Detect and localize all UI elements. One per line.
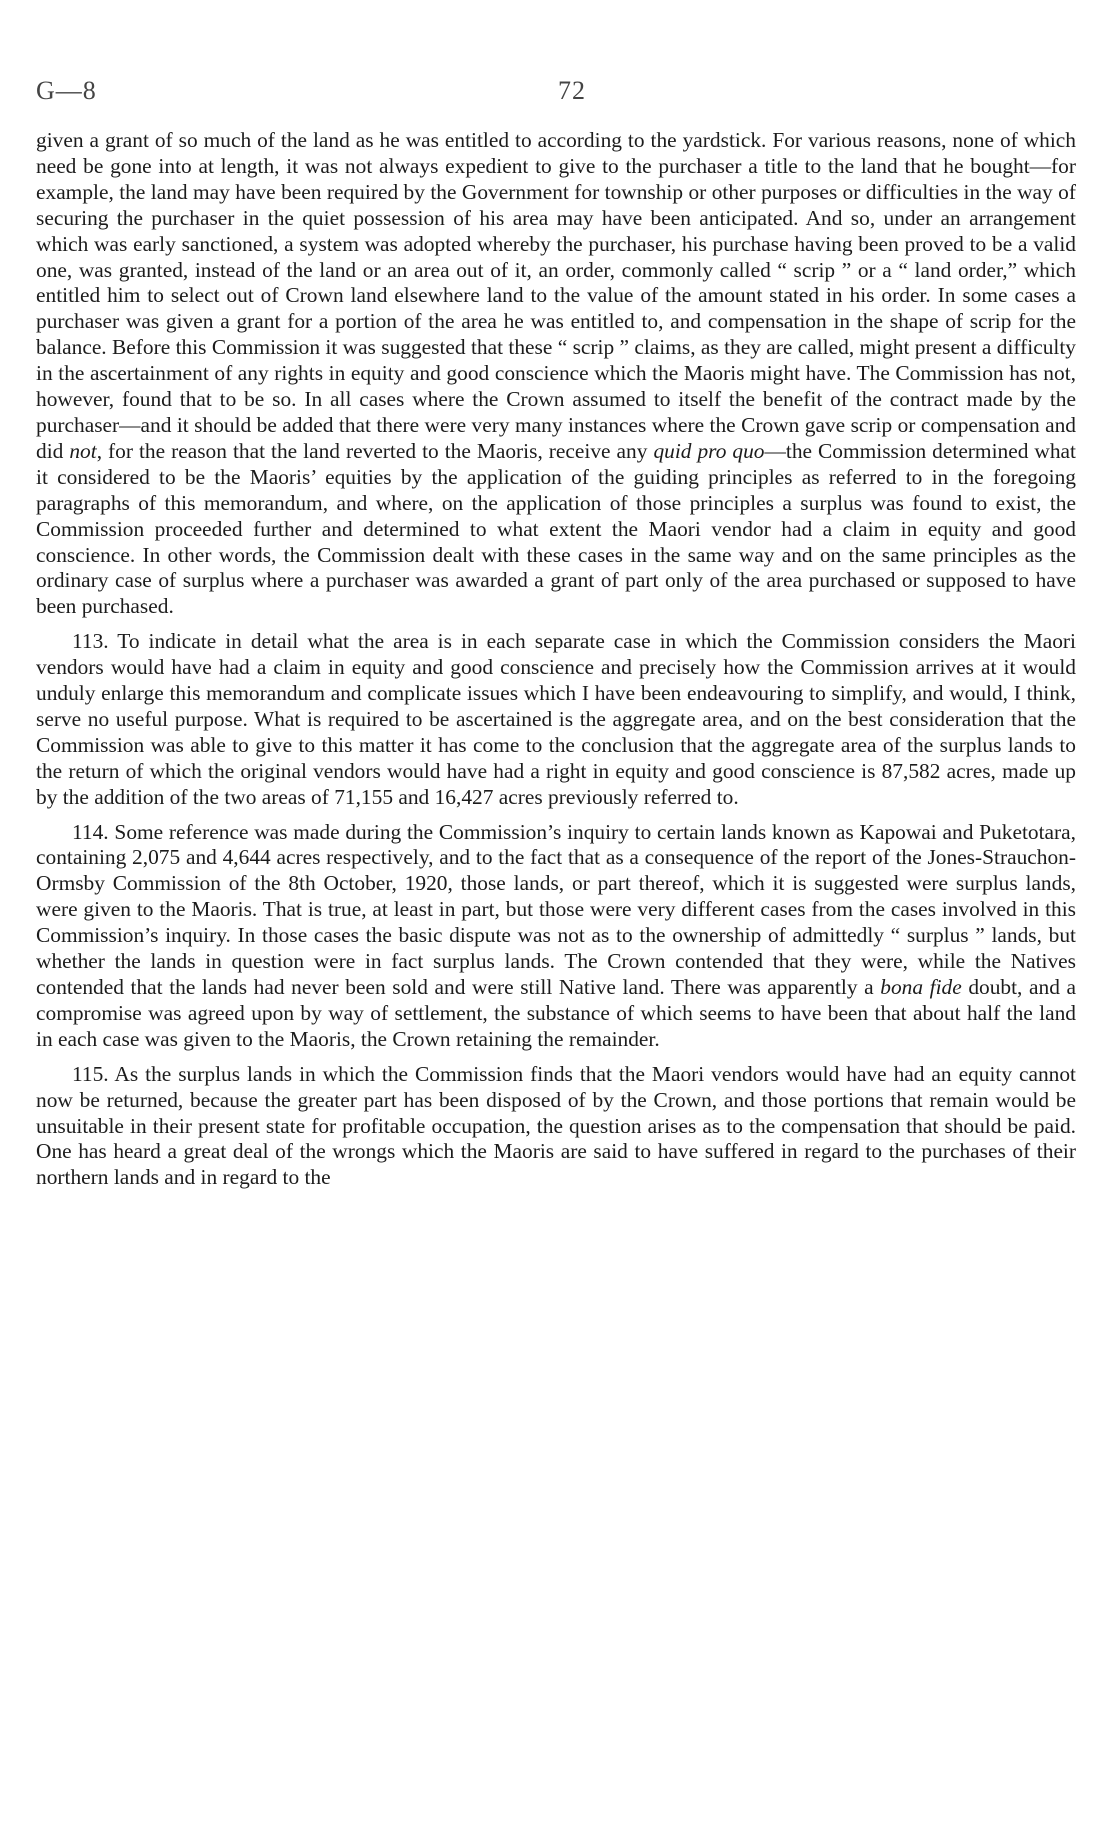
document-reference: G—8	[36, 76, 97, 105]
text-run: To indicate in detail what the area is in each separate case in which the Commission considers the Maori vendors would have had a claim in equity and good conscience and precisely how the Commission arrives at it would unduly enlarge this memorandum and complicate issues which I have been endeavouring to simplify, and would, I think, serve no useful purpose. What is required to be ascertained is the aggregate area, and on the best consideration that the Commission was able to give to this matter it has come to the conclusion that the aggregate area of the surplus lands to the return of which the original vendors would have had a right in equity and good conscience is 87,582 acres, made up by the addition of the two areas of 71,155 and 16,427 acres previously referred to.	[36, 629, 1077, 809]
paragraph-number: 113.	[72, 629, 109, 654]
text-run: doubt, and a compromise was agreed upon by way of settlement, the substance of which seems to have been that about half the land in each case was given to the Maoris, the Crown retaining the remainder.	[36, 975, 1076, 1051]
page-number: 72	[558, 76, 586, 105]
text-run: given a grant of so much of the land as he was entitled to according to the yardstick. For various reasons, none of which need be gone into at length, it was not always expedient to give to the purchaser a title to the land that he bought—for example, the land may have been required by the Government for township or other purposes or difficulties in the way of securing the purchaser in the quiet possession of his area may have been anticipated. And so, under an arrangement which was early sanctioned, a system was adopted whereby the purchaser, his purchase having been proved to be a valid one, was granted, instead of the land or an area out of it, an order, commonly called “ scrip ” or a “ land order,” which entitled him to select out of Crown land elsewhere land to the value of the amount stated in his order. In some cases a purchaser was given a grant for a portion of the area he was entitled to, and compensation in the shape of scrip for the balance. Before this Commission it was suggested that these “ scrip ” claims, as they are called, might present a difficulty in the ascertainment of any rights in equity and good conscience which the Maoris might have. The Commission has not, however, found that to be so. In all cases where the Crown assumed to itself the benefit of the contract made by the purchaser—and it should be added that there were very many instances where the Crown gave scrip or compensation and did	[36, 128, 1076, 463]
body-text	[36, 128, 1076, 1191]
page-header	[36, 76, 1076, 110]
italic-text-run: quid pro quo	[653, 438, 765, 463]
paragraph-114	[36, 820, 1076, 1053]
paragraph-number: 115.	[72, 1061, 109, 1086]
paragraph-113	[36, 629, 1076, 810]
paragraph-continued	[36, 128, 1076, 620]
paragraph-number: 114.	[72, 819, 109, 844]
paragraph-115	[36, 1062, 1076, 1192]
italic-text-run: not	[69, 438, 97, 463]
text-run: Some reference was made during the Commission’s inquiry to certain lands known as Kapowai and Puketotara, containing 2,075 and 4,644 acres respectively, and to the fact that as a consequence of the report of the Jones-Strauchon-Ormsby Commission of the 8th October, 1920, those lands, or part thereof, which it is suggested were surplus lands, were given to the Maoris. That is true, at least in part, but those were very different cases from the cases involved in this Commission’s inquiry. In those cases the basic dispute was not as to the ownership of admittedly “ surplus ” lands, but whether the lands in question were in fact surplus lands. The Crown contended that they were, while the Natives contended that the lands had never been sold and were still Native land. There was apparently a	[36, 819, 1076, 999]
italic-text-run: bona fide	[880, 975, 962, 999]
text-run: —the Commission determined what it considered to be the Maoris’ equities by the application of the guiding principles as referred to in the foregoing paragraphs of this memorandum, and where, on the application of those principles a surplus was found to exist, the Commission proceeded further and determined to what extent the Maori vendor had a claim in equity and good conscience. In other words, the Commission dealt with these cases in the same way and on the same principles as the ordinary case of surplus where a purchaser was awarded a grant of part only of the area purchased or supposed to have been purchased.	[36, 438, 1076, 619]
text-run: , for the reason that the land reverted to the Maoris, receive any	[96, 438, 654, 463]
text-run: As the surplus lands in which the Commission finds that the Maori vendors would have had an equity cannot now be returned, because the greater part has been disposed of by the Crown, and those portions that remain would be unsuitable in their present state for profitable occupation, the question arises as to the compensation that should be paid. One has heard a great deal of the wrongs which the Maoris are said to have suffered in regard to the purchases of their northern lands and in regard to the	[36, 1061, 1076, 1190]
